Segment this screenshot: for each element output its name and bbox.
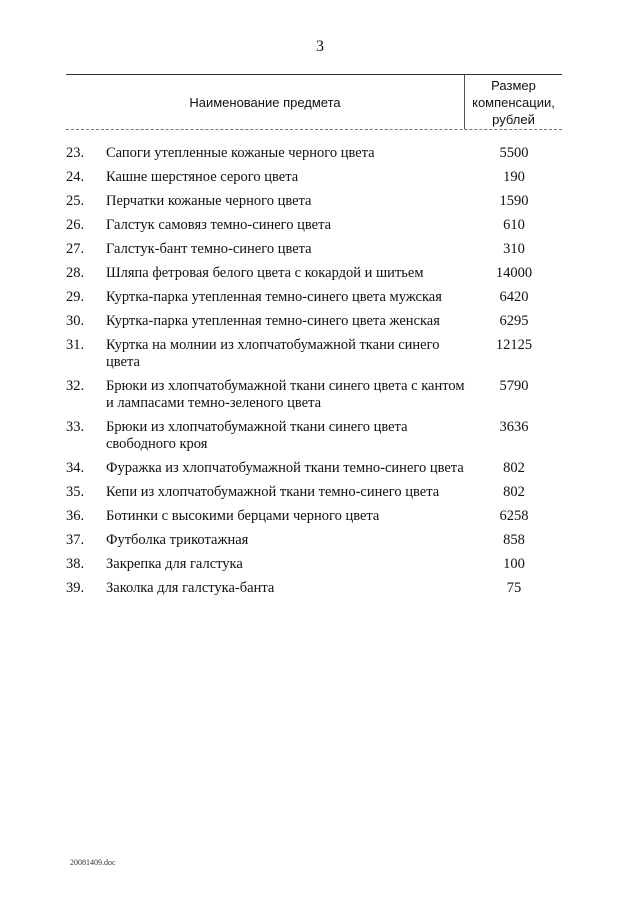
header-compensation-line: рублей bbox=[492, 112, 535, 127]
table-row bbox=[66, 580, 562, 597]
row-compensation-value: 1590 bbox=[499, 193, 529, 209]
row-compensation-value: 100 bbox=[503, 556, 525, 572]
row-item-name: Куртка на молнии из хлопчатобумажной ткани синего цвета bbox=[106, 337, 440, 370]
table-row bbox=[66, 169, 562, 186]
row-number: 33. bbox=[66, 419, 85, 435]
row-compensation-value: 190 bbox=[503, 169, 525, 185]
row-number: 38. bbox=[66, 556, 85, 572]
table-row bbox=[66, 193, 562, 210]
row-number: 30. bbox=[66, 313, 85, 329]
row-compensation-value: 6295 bbox=[499, 313, 529, 329]
table-row bbox=[66, 217, 562, 234]
table-row bbox=[66, 337, 562, 371]
row-compensation-value: 12125 bbox=[495, 337, 533, 353]
row-item-name: Перчатки кожаные черного цвета bbox=[106, 193, 312, 209]
row-number: 25. bbox=[66, 193, 85, 209]
row-compensation-value: 5790 bbox=[499, 378, 529, 394]
row-compensation-value: 14000 bbox=[495, 265, 533, 281]
row-compensation-value: 6258 bbox=[499, 508, 529, 524]
row-item-name: Кепи из хлопчатобумажной ткани темно-синего цвета bbox=[106, 484, 440, 500]
row-number: 26. bbox=[66, 217, 85, 233]
row-compensation-value: 6420 bbox=[499, 289, 529, 305]
row-item-name: Фуражка из хлопчатобумажной ткани темно-синего цвета bbox=[106, 460, 464, 476]
row-compensation-value: 310 bbox=[503, 241, 525, 257]
row-compensation-value: 610 bbox=[503, 217, 525, 233]
table-row bbox=[66, 313, 562, 330]
table-row bbox=[66, 419, 562, 453]
row-item-name: Галстук-бант темно-синего цвета bbox=[106, 241, 312, 257]
row-item-name: Шляпа фетровая белого цвета с кокардой и шитьем bbox=[106, 265, 424, 281]
row-item-name: Сапоги утепленные кожаные черного цвета bbox=[106, 145, 375, 161]
table-row bbox=[66, 241, 562, 258]
header-compensation-line: компенсации, bbox=[472, 95, 555, 110]
row-item-name: Заколка для галстука-банта bbox=[106, 580, 275, 596]
row-number: 29. bbox=[66, 289, 85, 305]
row-compensation-value: 75 bbox=[506, 580, 522, 596]
row-number: 39. bbox=[66, 580, 85, 596]
row-number: 23. bbox=[66, 145, 85, 161]
row-item-name: Куртка-парка утепленная темно-синего цвета женская bbox=[106, 313, 440, 329]
row-number: 27. bbox=[66, 241, 85, 257]
row-item-name: Брюки из хлопчатобумажной ткани синего цвета с кантом и лампасами темно-зеленого цвета bbox=[106, 378, 465, 411]
row-number: 36. bbox=[66, 508, 85, 524]
row-compensation-value: 802 bbox=[503, 460, 525, 476]
page-number: 3 bbox=[316, 38, 324, 55]
table-row bbox=[66, 508, 562, 525]
table-header bbox=[66, 74, 562, 130]
row-item-name: Футболка трикотажная bbox=[106, 532, 249, 548]
row-item-name: Кашне шерстяное серого цвета bbox=[106, 169, 299, 185]
row-compensation-value: 3636 bbox=[499, 419, 529, 435]
row-item-name: Ботинки с высокими берцами черного цвета bbox=[106, 508, 380, 524]
row-number: 34. bbox=[66, 460, 85, 476]
header-compensation-line: Размер bbox=[491, 78, 536, 93]
table-row bbox=[66, 378, 562, 412]
table-row bbox=[66, 289, 562, 306]
row-item-name: Брюки из хлопчатобумажной ткани синего цвета свободного кроя bbox=[106, 419, 408, 452]
table-row bbox=[66, 484, 562, 501]
row-number: 28. bbox=[66, 265, 85, 281]
table-row bbox=[66, 556, 562, 573]
row-compensation-value: 802 bbox=[503, 484, 525, 500]
row-number: 37. bbox=[66, 532, 85, 548]
row-item-name: Закрепка для галстука bbox=[106, 556, 243, 572]
footer-filename: 20081409.doc bbox=[70, 858, 116, 867]
row-number: 24. bbox=[66, 169, 85, 185]
row-number: 31. bbox=[66, 337, 85, 353]
row-number: 32. bbox=[66, 378, 85, 394]
row-number: 35. bbox=[66, 484, 85, 500]
row-compensation-value: 858 bbox=[503, 532, 525, 548]
row-item-name: Куртка-парка утепленная темно-синего цвета мужская bbox=[106, 289, 442, 305]
header-compensation bbox=[464, 75, 562, 129]
table-row bbox=[66, 265, 562, 282]
table-row bbox=[66, 460, 562, 477]
row-item-name: Галстук самовяз темно-синего цвета bbox=[106, 217, 332, 233]
header-item-name: Наименование предмета bbox=[189, 94, 341, 110]
table-row bbox=[66, 145, 562, 162]
row-compensation-value: 5500 bbox=[499, 145, 529, 161]
table-body bbox=[66, 145, 562, 604]
table-row bbox=[66, 532, 562, 549]
